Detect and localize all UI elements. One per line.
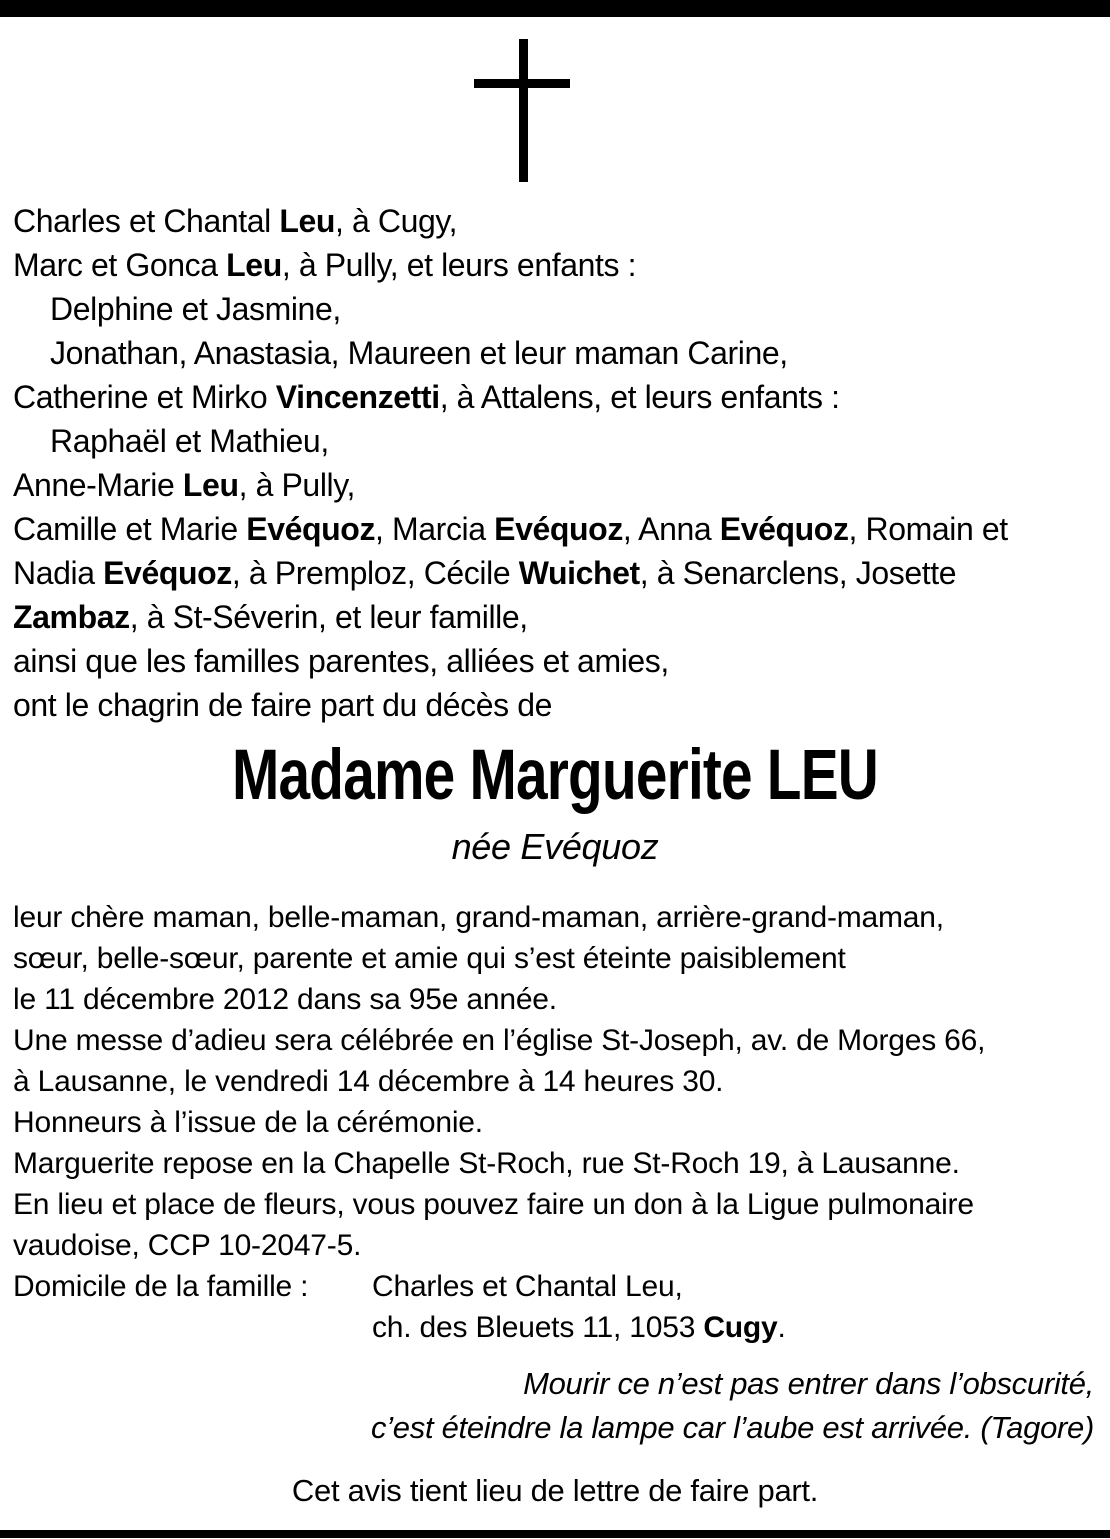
top-border-rule [0,0,1110,17]
memorial-quote [13,1362,1094,1450]
surname-bold: Evéquoz [103,555,232,591]
text-segment: , à Pully, [238,467,355,503]
family-line [13,551,1100,595]
body-line [13,979,1100,1020]
family-line [13,375,1100,419]
family-line [13,287,1100,331]
body-line [13,1184,1100,1225]
family-line [13,507,1100,551]
text-segment: le 11 décembre 2012 dans sa 95e année. [13,983,557,1016]
surname-bold: Zambaz [13,599,130,635]
body-line [13,1061,1100,1102]
family-line [13,595,1100,639]
text-segment: vaudoise, CCP 10-2047-5. [13,1229,362,1262]
text-segment: Nadia [13,555,104,591]
body-line [13,1307,1100,1348]
surname-bold: Vincenzetti [275,379,440,415]
family-line [13,639,1100,683]
surname-bold: Wuichet [518,555,640,591]
text-segment: sœur, belle-sœur, parente et amie qui s’est éteinte paisiblement [13,942,846,975]
surname-bold: Evéquoz [246,511,376,547]
text-segment: . [777,1311,786,1344]
deceased-name-title: Madame Marguerite LEU [231,736,879,815]
surname-bold: Cugy [703,1311,778,1344]
text-segment: , à Premploz, Cécile [231,555,519,591]
surname-bold: Evéquoz [719,511,849,547]
text-segment: Anne-Marie [13,467,183,503]
surname-bold: Evéquoz [494,511,623,547]
text-segment: Marc et Gonca [13,247,227,283]
family-line [13,419,1100,463]
text-segment: ainsi que les familles parentes, alliées et amies, [13,643,669,679]
text-segment: Delphine et Jasmine, [50,291,341,327]
quote-line [13,1362,1094,1406]
maiden-name: née Evéquoz [451,826,659,867]
body-line [13,1143,1100,1184]
text-segment: Mourir ce n’est pas entrer dans l’obscurité, [523,1366,1094,1401]
family-line [13,331,1100,375]
bottom-border-rule [0,1530,1110,1538]
notice-body [13,897,1100,1348]
surname-bold: Leu [182,467,239,503]
text-segment: , à Cugy, [335,203,458,239]
family-announcement [13,199,1100,727]
body-line [13,1020,1100,1061]
text-segment: , Marcia [375,511,495,547]
text-segment: Marguerite repose en la Chapelle St-Roch, rue St-Roch 19, à Lausanne. [13,1147,960,1180]
latin-cross-icon [474,39,570,184]
family-line [13,243,1100,287]
family-line [13,683,1100,727]
body-line [13,938,1100,979]
closing-line: Cet avis tient lieu de lettre de faire part. [291,1473,819,1508]
text-segment: ont le chagrin de faire part du décès de [13,687,553,723]
text-segment: Une messe d’adieu sera célébrée en l’église St-Joseph, av. de Morges 66, [13,1024,986,1057]
text-segment: Charles et Chantal [13,203,280,239]
text-segment: , à Attalens, et leurs enfants : [439,379,840,415]
text-segment: Catherine et Mirko [13,379,276,415]
body-line [13,897,1100,938]
text-segment: ch. des Bleuets 11, 1053 [372,1311,704,1344]
body-line [13,1225,1100,1266]
text-segment: , Anna [622,511,720,547]
quote-line [13,1406,1094,1450]
text-segment: Honneurs à l’issue de la cérémonie. [13,1106,483,1139]
family-line [13,463,1100,507]
text-segment: , Romain et [848,511,1008,547]
text-segment: Charles et Chantal Leu, [372,1270,683,1303]
surname-bold: Leu [226,247,282,283]
body-line [13,1266,1100,1307]
text-segment: Camille et Marie [13,511,247,547]
text-segment: Domicile de la famille : [13,1270,309,1303]
text-segment: à Lausanne, le vendredi 14 décembre à 14 heures 30. [13,1065,724,1098]
text-segment: leur chère maman, belle-maman, grand-maman, arrière-grand-maman, [13,901,944,934]
text-segment: , à St-Séverin, et leur famille, [129,599,528,635]
body-line [13,1102,1100,1143]
text-segment: Jonathan, Anastasia, Maureen et leur maman Carine, [50,335,788,371]
surname-bold: Leu [279,203,336,239]
text-segment: Raphaël et Mathieu, [50,423,329,459]
text-segment: , à Senarclens, Josette [639,555,957,591]
text-segment: En lieu et place de fleurs, vous pouvez faire un don à la Ligue pulmonaire [13,1188,974,1221]
text-segment: , à Pully, et leurs enfants : [281,247,637,283]
family-line [13,199,1100,243]
text-segment: c’est éteindre la lampe car l’aube est arrivée. (Tagore) [371,1410,1094,1445]
